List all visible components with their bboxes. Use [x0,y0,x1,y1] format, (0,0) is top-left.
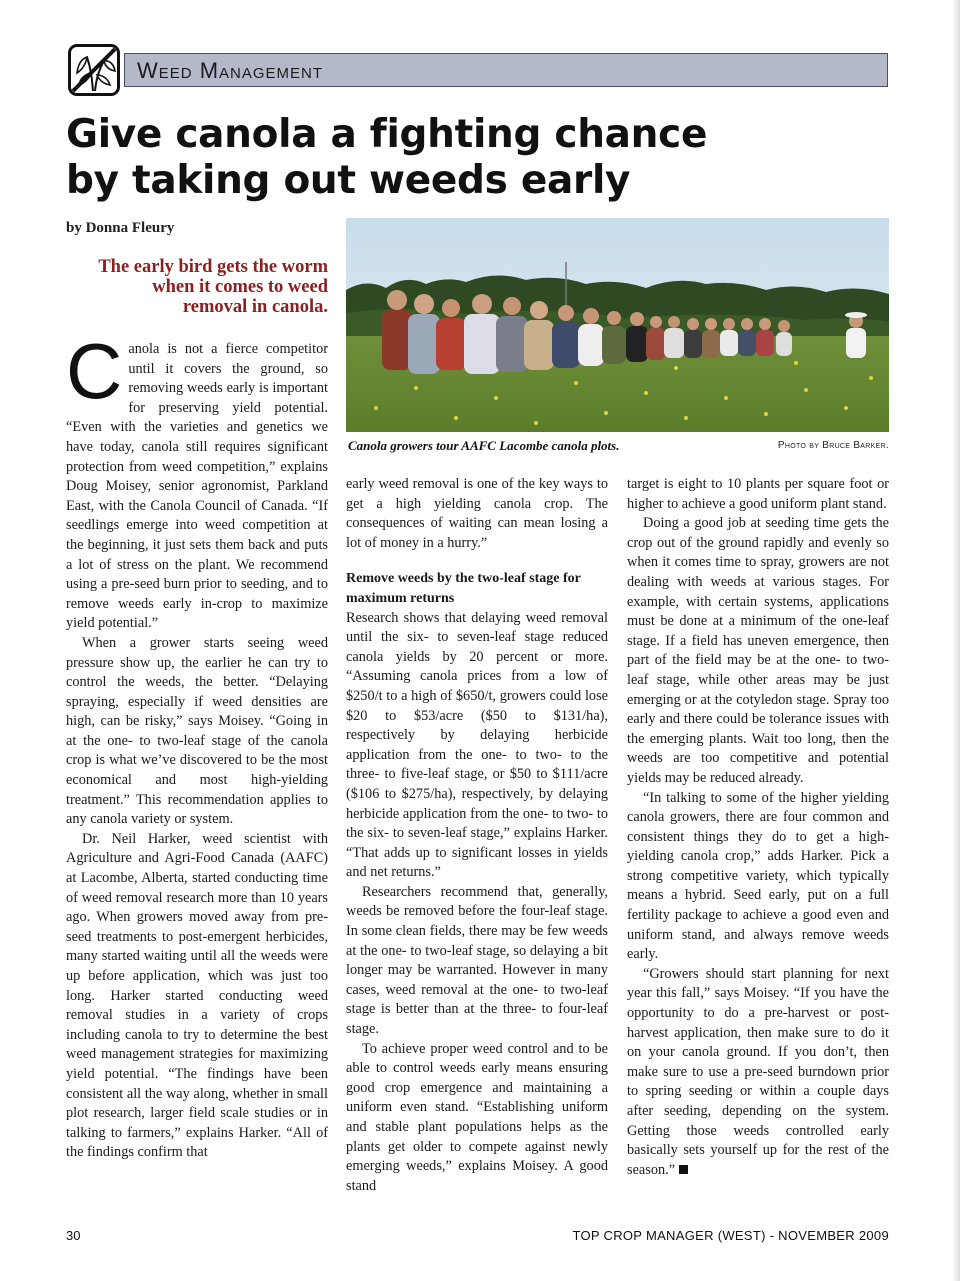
article-photo [346,218,889,432]
paragraph-text: anola is not a fierce competitor until it covers the ground, so removing weeds early is important for preserving yield potential. “Even with the varieties and genetics we have today, canola still requires significant protection from weed competition,” explains Doug Moisey, senior agronomist, Parkland East, with the Canola Council of Canada. “If seedlings emerge into weed competition at the beginning, it just sets them back and puts a lot of stress on the plant. We recommend using a pre-seed burn prior to seeding, and to remove weeds early in-crop to maximize yield potential.” [66,341,328,632]
page-edge-shadow [952,0,960,1281]
paragraph: When a grower starts seeing weed pressure show up, the earlier he can try to control the weeds, the better. “Delaying spraying, especially if weed densities are high, can be risky,” says Moisey. “Going in at the one- to two-leaf stage of the canola crop is what we’ve discovered to be the most economical and most high-yielding treatment.” This recommendation applies to any canola variety or system. [66,634,328,828]
field-tour-photo [346,218,889,432]
paragraph [66,327,328,634]
section-title: Weed Management [137,58,324,83]
section-header [68,44,890,102]
paragraph: To achieve proper weed control and to be able to control weeds early means ensuring good crop emergence and maintaining a uniform even stand. “Establishing uniform and stable plant populations helps as the plants get older to compete against newly emerging weeds,” explains Moisey. A good stand [346,1040,608,1194]
paragraph: “In talking to some of the higher yielding canola growers, there are four common and consistent things they do to get a high-yielding canola crop,” adds Harker. Pick a strong competitive variety, which typically means a hybrid. Seed early, put on a full fertility package to achieve a good even and uniform stand, and always remove weeds early. [627,789,889,963]
headline-line-1: Give canola a fighting chance [66,112,708,157]
paragraph: Doing a good job at seeding time gets the crop out of the ground rapidly and evenly so when it comes time to spray, growers are not dealing with weeds at various stages. For example, with certain systems, applications must be done at a minimum of the one-leaf stage. If a field has uneven emergence, then part of the field may be at the one- to two-leaf stage, while other areas may be just emerging or at the cotyledon stage. Spray too early and there could be tolerance issues with the emerging plants. Wait too long, then the weeds are too competitive and potential yields may be reduced already. [627,515,889,786]
deck-subtitle [62,257,328,317]
drop-cap: C [66,327,123,415]
paragraph: Researchers recommend that, generally, weeds be removed before the four-leaf stage. In some clean fields, there may be few weeds at the one- to two-leaf stage, so delaying a bit longer may be warranted. However in many cases, weed removal at the one- to two-leaf stage is better than at the three- to four-leaf stage. [346,883,608,1038]
end-mark-icon [679,1165,688,1174]
paragraph-text: “Growers should start planning for next year this fall,” says Moisey. “If you have the opportunity to do a pre-harvest or post-harvest application, then make sure to do it on your canola ground. If you don’t, then make sure to use a pre-seed burndown prior to spring seeding or within a couple days after seeding, depending on the system. Getting those weeds controlled early basically sets yourself up for the rest of the season.” [627,965,889,1178]
photo-caption-row [346,438,889,458]
subheading: Remove weeds by the two-leaf stage for maximum returns [346,571,581,606]
article-column-1 [66,327,328,1163]
weed-plant-icon-graphic [71,47,117,93]
deck-line-2: when it comes to weed [152,277,328,297]
paragraph [627,965,889,1181]
headline-line-2: by taking out weeds early [66,158,631,203]
paragraph: early weed removal is one of the key ways to get a high yielding canola crop. The consequences of waiting can mean losing a lot of money in a hurry.” [346,476,608,551]
page-number: 30 [66,1228,81,1243]
photo-credit: Photo by Bruce Barker. [777,440,889,451]
section-band [124,53,888,87]
article-headline [66,112,826,204]
publication-footer: TOP CROP MANAGER (WEST) - NOVEMBER 2009 [572,1228,889,1243]
paragraph: Dr. Neil Harker, weed scientist with Agriculture and Agri-Food Canada (AAFC) at Lacombe, Alberta, started conducting time of weed removal research more than 10 years ago. When growers moved away from pre-seed treatments to post-emergent herbicides, many started waiting until all the weeds were up before application, which was just too long. Harker started conducting weed removal studies in a variety of crops including canola to try to determine the best weed management strategies for maximizing yield potential. “The findings have been consistent all the way along, whether in small plot research, larger field scale studies or in talking to farmers,” explains Harker. “All of the findings confirm that [66,830,328,1161]
deck-line-1: The early bird gets the worm [98,257,328,277]
byline: by Donna Fleury [66,220,175,236]
deck-line-3: removal in canola. [182,297,328,317]
article-column-2 [346,475,608,1196]
paragraph: target is eight to 10 plants per square foot or higher to achieve a good uniform plant stand. [627,476,889,512]
weed-plant-icon [68,44,120,96]
article-column-3 [627,475,889,1180]
photo-caption: Canola growers tour AAFC Lacombe canola plots. [348,438,620,453]
paragraph: Research shows that delaying weed removal until the six- to seven-leaf stage reduced canola yields by 20 percent or more. “Assuming canola prices from a low of $250/t to a high of $650/t, growers could lose $20 to $53/acre ($50 to $131/ha), respectively by delaying herbicide application from the one- to two- to the three- to five-leaf stage, or $50 to $111/acre ($106 to $275/ha), respectively, by delaying herbicide application from the one- to two- to the six- to seven-leaf stage,” explains Harker. “That adds up to significant losses in yields and net returns.” [346,609,608,881]
